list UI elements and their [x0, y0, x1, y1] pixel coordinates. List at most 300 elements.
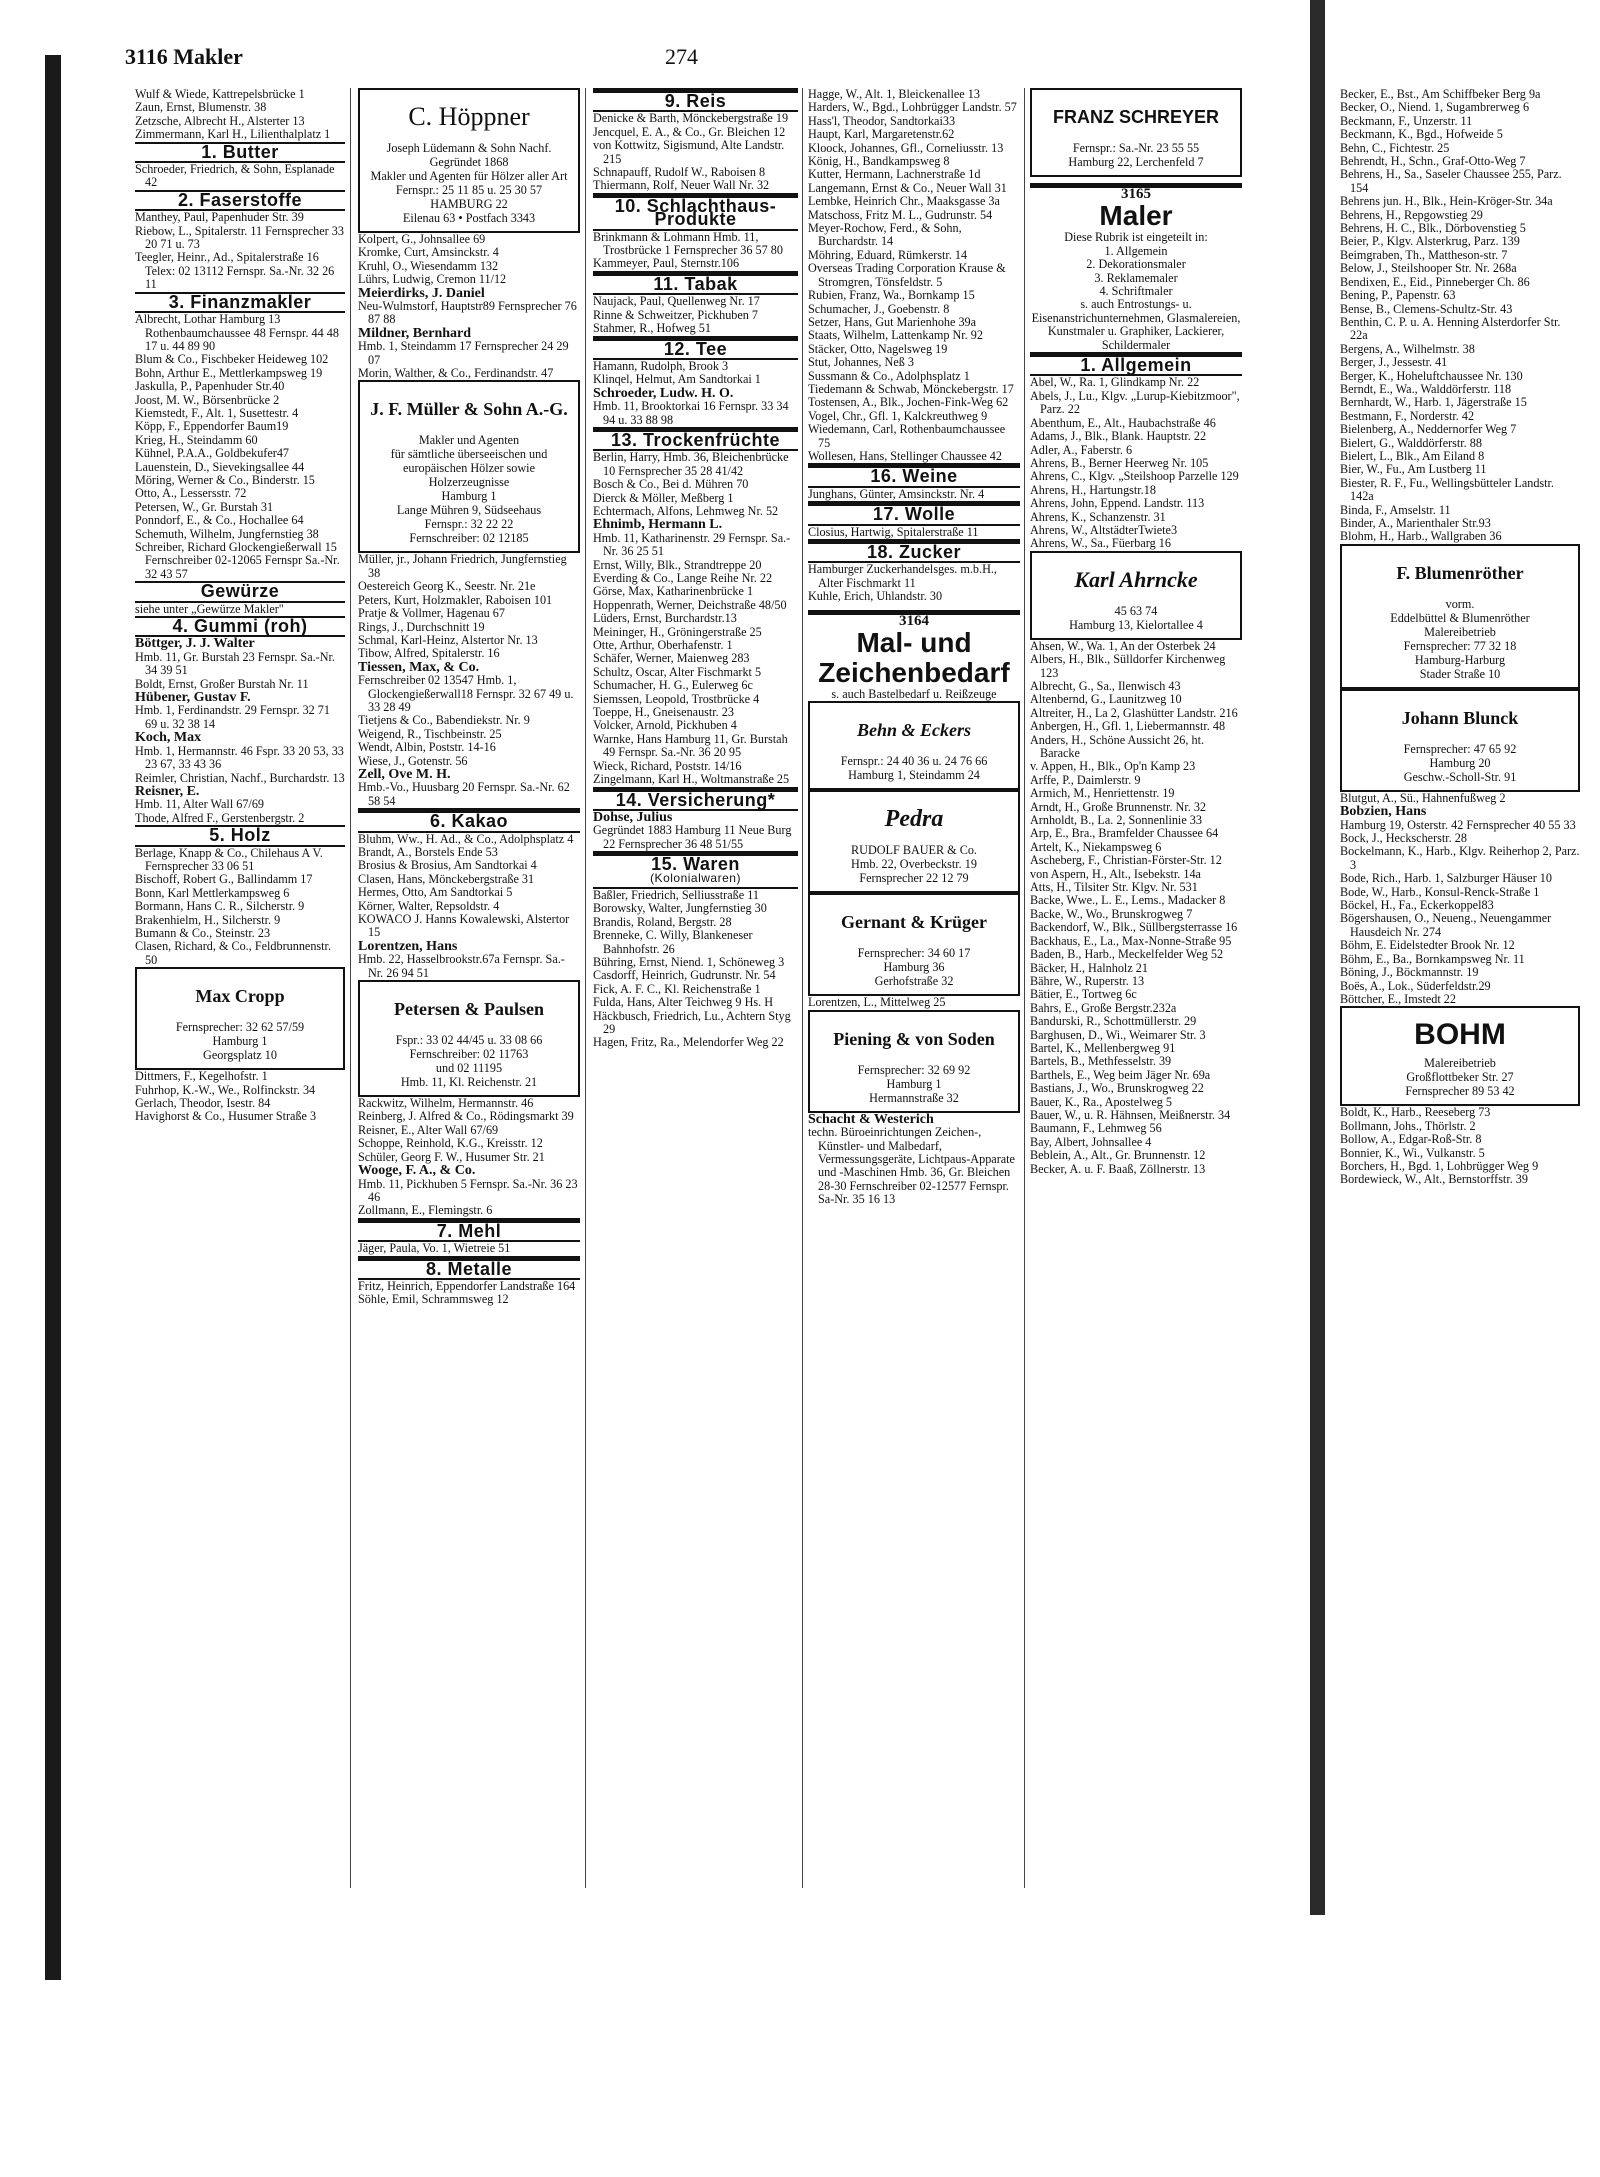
column-4 — [808, 88, 1020, 1207]
directory-entry: Fuhrhop, K.-W., We., Rolfinckstr. 34 — [135, 1082, 316, 1097]
directory-entry: Wiedemann, Carl, Rothenbaumchaussee 75 — [808, 422, 1006, 450]
directory-entry: Bollow, A., Edgar-Roß-Str. 8 — [1340, 1132, 1482, 1147]
directory-entry: Schmal, Karl-Heinz, Alstertor Nr. 13 — [358, 632, 538, 647]
rubric-waren — [593, 851, 798, 889]
directory-entry: Brinkmann & Lohmann Hmb. 11, Trostbrücke 1 Fernsprecher 36 57 80 — [593, 229, 783, 258]
directory-entry: Bier, W., Fu., Am Lustberg 11 — [1340, 462, 1487, 477]
ad-title: Max Cropp — [195, 986, 285, 1007]
rubric-tee: 12. Tee — [593, 336, 798, 360]
entry-list — [1030, 376, 1242, 550]
ad-behn-eckers — [808, 701, 1020, 790]
directory-entry: Haupt, Karl, Margaretenstr.62 — [808, 127, 955, 142]
section-title: Mal- und Zeichenbedarf — [818, 627, 1010, 689]
entry-list — [808, 526, 1020, 539]
directory-entry: Behn, C., Fichtestr. 25 — [1340, 140, 1450, 155]
section-note: Diese Rubrik ist eingeteilt in: 1. Allgemein 2. Dekorationsmaler 3. Reklamemaler 4. Schriftmaler — [1064, 230, 1208, 299]
directory-entry: Teegler, Heinr., Ad., Spitalerstraße 16 Telex: 02 13112 Fernspr. Sa.-Nr. 32 26 11 — [135, 250, 335, 292]
directory-entry: Behrens, H., Sa., Saseler Chaussee 255, Parz. 154 — [1340, 167, 1562, 195]
directory-entry: Siemssen, Leopold, Trostbrücke 4 — [593, 691, 760, 706]
directory-entry: Berlage, Knapp & Co., Chilehaus A V. Fernsprecher 33 06 51 — [135, 845, 323, 873]
directory-entry: Blohm, H., Harb., Wallgraben 36 — [1340, 529, 1502, 544]
ad-title: C. Höppner — [408, 102, 530, 131]
directory-entry: Müller, jr., Johann Friedrich, Jungfernstieg 38 — [358, 552, 567, 580]
directory-entry: Hmb. 11, Brooktorkai 16 Fernspr. 33 34 94 u. 33 88 98 — [593, 399, 789, 427]
ad-jf-mueller — [358, 380, 580, 553]
ad-title: Behn & Eckers — [856, 720, 971, 741]
rubric-gewuerze: Gewürze — [135, 581, 345, 602]
directory-entry: Bauer, K., Ra., Apostelweg 5 — [1030, 1094, 1173, 1109]
entry-list — [1340, 792, 1580, 805]
directory-entry: Borowsky, Walter, Jungfernstieg 30 — [593, 901, 767, 916]
directory-entry: Rings, J., Durchschnitt 19 — [358, 619, 485, 634]
directory-entry: Hamburger Zuckerhandelsges. m.b.H., Alter Fischmarkt 11 — [808, 562, 997, 590]
directory-entry: Boldt, Ernst, Großer Burstah Nr. 11 — [135, 676, 309, 691]
entry-list — [135, 211, 345, 291]
entry-list — [135, 798, 345, 825]
directory-entry: Hmb. 22, Hasselbrookstr.67a Fernspr. Sa.-Nr. 26 94 51 — [358, 952, 565, 980]
ad-text: vorm. Eddelbüttel & Blumenröther Malereibetrieb Fernsprecher: 77 32 18 Hamburg-Harburg Stader Straße 10 — [1390, 596, 1530, 681]
directory-entry: Wiese, J., Gotenstr. 56 — [358, 753, 468, 768]
bold-entry: Böttger, J. J. Walter — [135, 636, 255, 652]
directory-entry: Kuhle, Erich, Uhlandstr. 30 — [808, 589, 943, 604]
directory-entry: Pratje & Vollmer, Hagenau 67 — [358, 606, 505, 621]
column-divider — [585, 88, 586, 1888]
directory-entry: Kromke, Curt, Amsinckstr. 4 — [358, 245, 499, 260]
entry-list — [1340, 88, 1580, 544]
entry-list — [593, 824, 798, 851]
rubric-metalle: 8. Metalle — [358, 1256, 580, 1280]
directory-entry: Bergens, A., Wilhelmstr. 38 — [1340, 341, 1475, 356]
directory-entry: Hass'l, Theodor, Sandtorkai33 — [808, 113, 956, 128]
entry-list — [593, 295, 798, 335]
directory-entry: Tiedemann & Schwab, Mönckebergstr. 17 — [808, 381, 1014, 396]
ad-text: Fspr.: 33 02 44/45 u. 33 08 66 Fernschreiber: 02 11763 und 02 11195 Hmb. 11, Kl. Reichenstr. 21 — [395, 1033, 543, 1090]
directory-entry: Ahrens, K., Schanzenstr. 31 — [1030, 509, 1166, 524]
directory-entry: Böttcher, E., Imstedt 22 — [1340, 991, 1456, 1006]
directory-entry: Schemuth, Wilhelm, Jungfernstieg 38 — [135, 526, 319, 541]
directory-entry: Anbergen, H., Gfl. 1, Liebermannstr. 48 — [1030, 719, 1226, 734]
directory-entry: Kloock, Johannes, Gfl., Corneliusstr. 13 — [808, 140, 1004, 155]
directory-entry: Thiermann, Rolf, Neuer Wall Nr. 32 — [593, 178, 770, 193]
ad-text: Fernsprecher: 34 60 17 Hamburg 36 Gerhofstraße 32 — [857, 946, 971, 989]
column-6 — [1340, 88, 1580, 1187]
entry-list — [593, 400, 798, 427]
directory-entry: Ascheberg, F., Christian-Förster-Str. 12 — [1030, 853, 1222, 868]
directory-entry: Bense, B., Clemens-Schultz-Str. 43 — [1340, 301, 1513, 316]
entry-list — [358, 300, 580, 327]
directory-entry: Berlin, Harry, Hmb. 36, Bleichenbrücke 10 Fernsprecher 35 28 41/42 — [593, 450, 789, 478]
directory-entry: Ahrens, C., Klgv. „Steilshoop Parzelle 129 — [1030, 469, 1239, 484]
directory-entry: Bastians, J., Wo., Brunskrogweg 22 — [1030, 1081, 1204, 1096]
directory-entry: Bening, P., Papenstr. 63 — [1340, 288, 1456, 303]
directory-entry: Bockelmann, K., Harb., Klgv. Reiherhop 2, Parz. 3 — [1340, 844, 1580, 872]
directory-entry: Altreiter, H., La 2, Glashütter Landstr. 216 — [1030, 705, 1238, 720]
ad-karl-ahrncke — [1030, 551, 1242, 640]
directory-entry: Kruhl, O., Wiesendamm 132 — [358, 258, 499, 273]
entry-list — [358, 833, 580, 940]
section-number: 3164 — [899, 612, 929, 629]
directory-entry: Binder, A., Marienthaler Str.93 — [1340, 516, 1491, 530]
directory-entry: Schüler, Georg F. W., Husumer Str. 21 — [358, 1149, 545, 1164]
directory-entry: Brandis, Roland, Bergstr. 28 — [593, 914, 732, 929]
directory-entry: Hamburg 19, Osterstr. 42 Fernsprecher 40 55 33 — [1340, 817, 1576, 832]
directory-entry: Lührs, Ludwig, Cremon 11/12 — [358, 272, 507, 287]
directory-entry: Ahrens, John, Eppend. Landstr. 113 — [1030, 496, 1205, 511]
rubric-wolle: 17. Wolle — [808, 501, 1020, 525]
bold-entry: Ehnimb, Hermann L. — [593, 517, 723, 533]
directory-entry: Lorentzen, L., Mittelweg 25 — [808, 995, 946, 1010]
directory-entry: Fernschreiber 02 13547 Hmb. 1, Glockengießerwall18 Fernspr. 32 67 49 u. 33 28 49 — [358, 673, 574, 714]
directory-entry: Hagen, Fritz, Ra., Melendorfer Weg 22 — [593, 1035, 784, 1050]
directory-entry: Denicke & Barth, Mönckebergstraße 19 — [593, 111, 789, 126]
directory-entry: Hmb. 1, Steindamm 17 Fernsprecher 24 29 07 — [358, 339, 569, 367]
directory-entry: Arnholdt, B., La. 2, Sonnenlinie 33 — [1030, 813, 1202, 828]
directory-entry: Hmb. 11, Alter Wall 67/69 — [135, 797, 265, 812]
directory-entry: Joost, M. W., Börsenbrücke 2 — [135, 392, 280, 407]
entry-list — [135, 88, 345, 142]
directory-entry: Bauer, W., u. R. Hähnsen, Meißnerstr. 34 — [1030, 1107, 1231, 1122]
directory-entry: Rackwitz, Wilhelm, Hermannstr. 46 — [358, 1096, 534, 1111]
ad-title: J. F. Müller & Sohn A.-G. — [370, 399, 568, 420]
directory-entry: Hmb. 11, Katharinenstr. 29 Fernspr. Sa.-Nr. 36 25 51 — [593, 530, 791, 559]
ad-hoeppner — [358, 88, 580, 233]
directory-entry: Kolpert, G., Johnsallee 69 — [358, 232, 486, 246]
directory-entry: KOWACO J. Hanns Kowalewski, Alstertor 15 — [358, 912, 570, 940]
directory-entry: techn. Büroeinrichtungen Zeichen-, Künstler- und Malbedarf, Vermessungsgeräte, Lichtpaus-Apparate und -Maschinen Hmb. 36, Gr. Bleichen 28-30 Fernschreiber 02-12577 Fernspr. Sa-Nr. 35 16 13 — [808, 1125, 1015, 1207]
directory-entry: Adler, A., Faberstr. 6 — [1030, 442, 1133, 457]
directory-entry: Otte, Arthur, Oberhafenstr. 1 — [593, 638, 733, 653]
directory-entry: Meyer-Rochow, Ferd., & Sohn, Burchardstr. 14 — [808, 221, 962, 249]
directory-entry: Backhaus, E., La., Max-Nonne-Straße 95 — [1030, 933, 1232, 948]
directory-entry: Thode, Alfred F., Gerstenbergstr. 2 — [135, 810, 305, 825]
rubric-subtitle: (Kolonialwaren) — [650, 870, 741, 885]
directory-entry: Ahsen, W., Wa. 1, An der Osterbek 24 — [1030, 638, 1216, 653]
directory-entry: Bay, Albert, Johnsallee 4 — [1030, 1134, 1152, 1149]
bold-entry: Koch, Max — [135, 730, 202, 746]
directory-entry: Böhm, E., Ba., Bornkampsweg Nr. 11 — [1340, 951, 1525, 966]
directory-entry: Baßler, Friedrich, Selliusstraße 11 — [593, 887, 759, 902]
directory-entry: Bordewieck, W., Alt., Bernstorffstr. 39 — [1340, 1172, 1528, 1187]
directory-entry: Casdorff, Heinrich, Gudrunstr. Nr. 54 — [593, 968, 776, 983]
entry-list — [593, 451, 798, 518]
rubric-reis: 9. Reis — [593, 88, 798, 112]
directory-entry: Bähre, W., Ruperstr. 13 — [1030, 973, 1145, 988]
directory-entry: Bielert, L., Blk., Am Eiland 8 — [1340, 448, 1485, 463]
directory-entry: Barghusen, D., Wi., Weimarer Str. 3 — [1030, 1027, 1206, 1042]
directory-entry: Matschoss, Fritz M. L., Gudrunstr. 54 — [808, 207, 993, 222]
directory-entry: Volcker, Arnold, Pickhuben 4 — [593, 718, 737, 733]
bohm-logo — [1346, 1018, 1574, 1052]
directory-entry: Bandurski, R., Schottmüllerstr. 29 — [1030, 1014, 1197, 1029]
directory-entry: Bielert, G., Walddörferstr. 88 — [1340, 435, 1482, 450]
directory-entry: Everding & Co., Lange Reihe Nr. 22 — [593, 571, 773, 585]
bold-entry: Schroeder, Ludw. H. O. — [593, 385, 734, 401]
directory-entry: Tibow, Alfred, Spitalerstr. 16 — [358, 646, 500, 661]
directory-entry: Kammeyer, Paul, Sternstr.106 — [593, 256, 740, 271]
directory-entry: Körner, Walter, Repsoldstr. 4 — [358, 898, 500, 913]
ad-title: Gernant & Krüger — [841, 912, 987, 933]
directory-entry: Clasen, Richard, & Co., Feldbrunnenstr. 50 — [135, 939, 331, 967]
entry-list — [358, 1178, 580, 1218]
directory-entry: Staats, Wilhelm, Lattenkamp Nr. 92 — [808, 328, 983, 343]
directory-entry: Arp, E., Bra., Bramfelder Chaussee 64 — [1030, 826, 1219, 841]
directory-entry: Schultz, Oscar, Alter Fischmarkt 5 — [593, 664, 762, 679]
ad-text: Fernsprecher: 32 62 57/59 Hamburg 1 Georgsplatz 10 — [175, 1020, 305, 1063]
directory-entry: Brenneke, C. Willy, Blankeneser Bahnhofstr. 26 — [593, 928, 753, 956]
directory-entry: Bonnier, K., Wi., Vulkanstr. 5 — [1340, 1145, 1485, 1160]
directory-entry: Clasen, Hans, Mönckebergstraße 31 — [358, 871, 535, 886]
ad-text: Malereibetrieb Großflottbeker Str. 27 Fernsprecher 89 53 42 — [1405, 1056, 1515, 1099]
directory-entry: Bäcker, H., Halnholz 21 — [1030, 960, 1148, 975]
rubric-faserstoffe: 2. Faserstoffe — [135, 190, 345, 211]
directory-entry: Riebow, L., Spitalerstr. 11 Fernsprecher 33 20 71 u. 73 — [135, 223, 344, 252]
directory-entry: Schreiber, Richard Glockengießerwall 15 Fernschreiber 02-12065 Fernspr Sa.-Nr. 32 43 57 — [135, 540, 340, 581]
rubric-kakao: 6. Kakao — [358, 808, 580, 832]
directory-entry: Meininger, H., Gröningerstraße 25 — [593, 624, 762, 639]
ad-gernant-krueger — [808, 893, 1020, 996]
directory-entry: Schumacher, H. G., Eulerweg 6c — [593, 678, 753, 693]
directory-entry: Beckmann, F., Unzerstr. 11 — [1340, 113, 1473, 128]
rubric-finanzmakler: 3. Finanzmakler — [135, 292, 345, 313]
directory-entry: Hoppenrath, Werner, Deichstraße 48/50 — [593, 597, 787, 612]
directory-entry: Fritz, Heinrich, Eppendorfer Landstraße 164 — [358, 1278, 576, 1293]
directory-entry: Ahrens, W., AltstädterTwiete3 — [1030, 522, 1178, 537]
page-edge-shadow — [1310, 0, 1325, 1915]
entry-list — [358, 233, 580, 287]
directory-entry: Arndt, H., Große Brunnenstr. Nr. 32 — [1030, 799, 1207, 814]
directory-entry: Rinne & Schweitzer, Pickhuben 7 — [593, 307, 759, 322]
directory-entry: Möhring, Eduard, Rümkerstr. 14 — [808, 247, 968, 262]
directory-entry: Häckbusch, Friedrich, Lu., Achtern Styg 29 — [593, 1008, 791, 1036]
entry-list — [358, 1097, 580, 1164]
ad-text: Fernspr.: Sa.-Nr. 23 55 55 Hamburg 22, Lerchenfeld 7 — [1068, 141, 1204, 169]
directory-entry: Bosch & Co., Bei d. Mühren 70 — [593, 477, 749, 492]
rubric-mehl: 7. Mehl — [358, 1218, 580, 1242]
directory-entry: Below, J., Steilshooper Str. Nr. 268a — [1340, 261, 1517, 276]
directory-entry: Beblein, A., Alt., Gr. Brunnenstr. 12 — [1030, 1148, 1206, 1163]
directory-entry: Wulf & Wiede, Kattrepelsbrücke 1 — [135, 87, 305, 101]
directory-entry: Behrens, H., Repgowstieg 29 — [1340, 207, 1483, 222]
entry-list — [593, 532, 798, 787]
bold-entry: Meierdirks, J. Daniel — [358, 285, 485, 301]
directory-entry: Bartel, K., Mellenbergweg 91 — [1030, 1040, 1176, 1055]
entry-list — [358, 553, 580, 660]
directory-entry: Böning, J., Böckmannstr. 19 — [1340, 965, 1479, 980]
directory-entry: von Aspern, H., Alt., Isebekstr. 14a — [1030, 866, 1201, 881]
ad-franz-schreyer — [1030, 88, 1242, 177]
directory-entry: Zingelmann, Karl H., Woltmanstraße 25 — [593, 772, 790, 787]
bold-entry: Lorentzen, Hans — [358, 938, 458, 954]
directory-entry: Möring, Werner & Co., Binderstr. 15 — [135, 472, 315, 487]
directory-entry: Kiemstedt, F., Alt. 1, Susettestr. 4 — [135, 405, 299, 420]
directory-entry: Closius, Hartwig, Spitalerstraße 11 — [808, 524, 979, 539]
directory-entry: Warnke, Hans Hamburg 11, Gr. Burstah 49 Fernspr. Sa.-Nr. 36 20 95 — [593, 731, 788, 760]
ad-text: Fernsprecher: 47 65 92 Hamburg 20 Geschw.-Scholl-Str. 91 — [1403, 741, 1517, 784]
directory-entry: Zollmann, E., Flemingstr. 6 — [358, 1203, 493, 1218]
ad-pedra — [808, 790, 1020, 893]
directory-entry: Brosius & Brosius, Am Sandtorkai 4 — [358, 858, 537, 873]
directory-entry: Abenthum, E., Alt., Haubachstraße 46 — [1030, 415, 1216, 430]
page-number-center: 274 — [665, 44, 698, 69]
directory-entry: Rubien, Franz, Wa., Bornkamp 15 — [808, 288, 975, 303]
entry-list — [135, 1070, 345, 1124]
ad-title: Karl Ahrncke — [1074, 566, 1198, 592]
entry-list — [593, 231, 798, 271]
column-divider — [350, 88, 351, 1888]
directory-entry: Ahrens, H., Hartungstr.18 — [1030, 482, 1156, 497]
directory-entry: Harders, W., Bgd., Lohbrügger Landstr. 57 — [808, 100, 1017, 115]
entry-list — [358, 781, 580, 808]
section-note: s. auch Bastelbedarf u. Reißzeuge — [831, 687, 997, 702]
ad-title: FRANZ SCHREYER — [1052, 107, 1219, 127]
directory-entry: Berndt, E., Wa., Walddörferstr. 118 — [1340, 381, 1512, 396]
directory-entry: Hmb. 11, Gr. Burstah 23 Fernspr. Sa.-Nr. 34 39 51 — [135, 649, 335, 678]
rubric-schlachthaus: 10. Schlachthaus-Produkte — [593, 193, 798, 231]
directory-entry: Gerlach, Theodor, Isestr. 84 — [135, 1096, 271, 1110]
directory-entry: Lüders, Ernst, Burchardstr.13 — [593, 611, 737, 626]
rubric-butter: 1. Butter — [135, 142, 345, 163]
section-number: 3165 — [1121, 186, 1151, 202]
column-2 — [358, 88, 580, 1307]
ad-title: Piening & von Soden — [833, 1028, 995, 1049]
directory-entry: Bluhm, Ww., H. Ad., & Co., Adolphsplatz 4 — [358, 831, 574, 846]
column-5 — [1030, 88, 1242, 1176]
directory-entry: Blum & Co., Fischbeker Heideweg 102 — [135, 352, 329, 367]
entry-list — [135, 163, 345, 190]
directory-entry: Reisner, E., Alter Wall 67/69 — [358, 1122, 499, 1137]
directory-entry: Weigend, R., Tischbeinstr. 25 — [358, 726, 502, 741]
directory-entry: Petersen, W., Gr. Burstah 31 — [135, 499, 274, 514]
directory-entry: Bögershausen, O., Neueng., Neuengammer Hausdeich Nr. 274 — [1340, 911, 1552, 939]
bold-entry: Wooge, F. A., & Co. — [358, 1163, 476, 1179]
bold-entry: Reisner, E. — [135, 783, 200, 799]
directory-entry: Bischoff, Robert G., Ballindamm 17 — [135, 872, 313, 887]
rubric-allgemein: 1. Allgemein — [1030, 352, 1242, 376]
directory-entry: von Kottwitz, Sigismund, Alte Landstr. 215 — [593, 138, 785, 166]
directory-entry: Wieck, Richard, Poststr. 14/16 — [593, 758, 742, 773]
directory-entry: v. Appen, H., Blk., Op'n Kamp 23 — [1030, 759, 1196, 774]
entry-list — [808, 488, 1020, 501]
ad-text: RUDOLF BAUER & Co. Hmb. 22, Overbeckstr. 19 Fernsprecher 22 12 79 — [851, 843, 977, 886]
entry-list — [808, 996, 1020, 1009]
directory-entry: Jaskulla, P., Papenhuder Str.40 — [135, 379, 285, 394]
ad-text: Joseph Lüdemann & Sohn Nachf. Gegründet 1868 Makler und Agenten für Hölzer aller Art Fernspr.: 25 11 85 u. 25 30 57 HAMBURG 22 Eilenau 63 • Postfach 3343 — [370, 141, 568, 225]
directory-entry: Stahmer, R., Hofweg 51 — [593, 321, 711, 336]
directory-entry: Naujack, Paul, Quellenweg Nr. 17 — [593, 294, 760, 309]
directory-entry: Kühnel, P.A.A., Goldbekufer47 — [135, 446, 290, 461]
ad-title: Petersen & Paulsen — [394, 999, 544, 1020]
directory-entry: Ponndorf, E., & Co., Hochallee 64 — [135, 513, 304, 528]
directory-entry: Wollesen, Hans, Stellinger Chaussee 42 — [808, 448, 1002, 463]
directory-entry: Barthels, E., Weg beim Jäger Nr. 69a — [1030, 1067, 1211, 1082]
directory-entry: König, H., Bandkampsweg 8 — [808, 154, 950, 169]
directory-entry: Abels, J., Lu., Klgv. „Lurup-Kiebitzmoor", Parz. 22 — [1030, 388, 1240, 417]
directory-entry: Bendixen, E., Eid., Pinneberger Ch. 86 — [1340, 274, 1530, 289]
directory-entry: Echtermach, Alfons, Lehmweg Nr. 52 — [593, 503, 779, 518]
directory-entry: Becker, E., Bst., Am Schiffbeker Berg 9a — [1340, 87, 1541, 101]
column-3 — [593, 88, 798, 1050]
entry-list — [358, 1280, 580, 1307]
entry-list — [808, 1126, 1020, 1206]
ad-petersen-paulsen — [358, 980, 580, 1097]
directory-entry: Ahrens, W., Sa., Füerbarg 16 — [1030, 536, 1171, 551]
directory-entry: Bestmann, F., Norderstr. 42 — [1340, 408, 1475, 423]
directory-entry: Otto, A., Lessersstr. 72 — [135, 486, 247, 501]
directory-entry: Altenbernd, G., Launitzweg 10 — [1030, 692, 1182, 707]
bold-entry: Bobzien, Hans — [1340, 804, 1427, 820]
directory-entry: Overseas Trading Corporation Krause & Stromgren, Tönsfeldstr. 5 — [808, 261, 1006, 289]
bold-entry: Schacht & Westerich — [808, 1111, 934, 1127]
directory-entry: Hmb. 1, Hermannstr. 46 Fspr. 33 20 53, 33 23 67, 33 43 36 — [135, 743, 344, 772]
directory-entry: Zimmermann, Karl H., Lilienthalplatz 1 — [135, 127, 331, 142]
entry-list — [1340, 819, 1580, 1007]
directory-entry: Reinberg, J. Alfred & Co., Rödingsmarkt 39 — [358, 1109, 574, 1124]
rubric-gummi: 4. Gummi (roh) — [135, 616, 345, 637]
entry-list — [593, 889, 798, 1050]
directory-entry: Tietjens & Co., Babendiekstr. Nr. 9 — [358, 713, 530, 728]
directory-entry: Tostensen, A., Blk., Jochen-Fink-Weg 62 — [808, 395, 1009, 410]
column-1 — [135, 88, 345, 1124]
rubric-holz: 5. Holz — [135, 825, 345, 846]
ad-bohm — [1340, 1006, 1580, 1106]
directory-entry: Bollmann, Johs., Thörlstr. 2 — [1340, 1118, 1476, 1133]
directory-entry: Berger, J., Jessestr. 41 — [1340, 355, 1448, 370]
directory-entry: Jäger, Paula, Vo. 1, Wietreie 51 — [358, 1241, 511, 1256]
entry-list — [1030, 640, 1242, 1176]
directory-entry: Kutter, Hermann, Lachnerstraße 1d — [808, 167, 981, 182]
directory-entry: Bätier, E., Tortweg 6c — [1030, 987, 1137, 1002]
ad-blumenroether — [1340, 544, 1580, 689]
directory-entry: Hamann, Rudolph, Brook 3 — [593, 358, 729, 373]
directory-entry: Hmb. 1, Ferdinandstr. 29 Fernspr. 32 71 69 u. 32 38 14 — [135, 703, 330, 731]
entry-list — [135, 313, 345, 581]
entry-list — [358, 674, 580, 768]
entry-list — [593, 112, 798, 192]
directory-entry: Dierck & Möller, Meßberg 1 — [593, 490, 734, 505]
rubric-weine: 16. Weine — [808, 463, 1020, 487]
directory-entry: Toeppe, H., Gneisenaustr. 23 — [593, 705, 734, 720]
directory-entry: Bode, W., Harb., Konsul-Renck-Straße 1 — [1340, 884, 1540, 899]
directory-entry: Söhle, Emil, Schrammsweg 12 — [358, 1292, 509, 1307]
ad-max-cropp — [135, 967, 345, 1070]
directory-entry: Morin, Walther, & Co., Ferdinandstr. 47 — [358, 366, 554, 381]
bold-entry: Zell, Ove M. H. — [358, 766, 451, 782]
directory-entry: Bielenberg, A., Neddernorfer Weg 7 — [1340, 422, 1517, 437]
directory-entry: Bock, J., Heckscherstr. 28 — [1340, 831, 1467, 846]
ad-logo-title: Pedra — [884, 806, 944, 833]
directory-entry: Schroeder, Friedrich, & Sohn, Esplanade 42 — [135, 162, 335, 190]
ad-title: Johann Blunck — [1401, 707, 1519, 728]
directory-entry: Armich, M., Henriettenstr. 19 — [1030, 786, 1175, 801]
directory-entry: Anders, H., Schöne Aussicht 26, ht. Baracke — [1030, 732, 1204, 760]
directory-entry: Backe, Wwe., L. E., Lems., Madacker 8 — [1030, 893, 1226, 908]
directory-entry: Bormann, Hans C. R., Silcherstr. 9 — [135, 899, 305, 914]
directory-entry: Behrens jun. H., Blk., Hein-Kröger-Str. 34a — [1340, 194, 1553, 209]
directory-entry: Böhm, E. Eidelstedter Brook Nr. 12 — [1340, 938, 1515, 953]
directory-entry: Brakenhielm, H., Silcherstr. 9 — [135, 912, 281, 927]
directory-entry: Schäfer, Werner, Maienweg 283 — [593, 651, 750, 666]
directory-entry: Abel, W., Ra. 1, Glindkamp Nr. 22 — [1030, 375, 1200, 390]
directory-entry: siehe unter „Gewürze Makler" — [135, 601, 284, 616]
ad-text: Makler und Agenten für sämtliche überseeischen und europäischen Hölzer sowie Holzerzeugnisse Hamburg 1 Lange Mühren 9, Südseehaus Fernspr.: 32 22 22 Fernschreiber: 02 12185 — [390, 433, 548, 546]
directory-entry: Schoppe, Reinhold, K.G., Kreisstr. 12 — [358, 1136, 543, 1151]
ad-title: F. Blumenröther — [1396, 562, 1524, 583]
directory-entry: Ahrens, B., Berner Heerweg Nr. 105 — [1030, 455, 1209, 470]
directory-entry: Beimgraben, Th., Mattheson-str. 7 — [1340, 247, 1508, 262]
rubric-zucker: 18. Zucker — [808, 539, 1020, 563]
directory-entry: Hmb. 11, Pickhuben 5 Fernspr. Sa.-Nr. 36 23 46 — [358, 1176, 578, 1204]
directory-entry: Bahrs, E., Große Bergstr.232a — [1030, 1000, 1177, 1015]
